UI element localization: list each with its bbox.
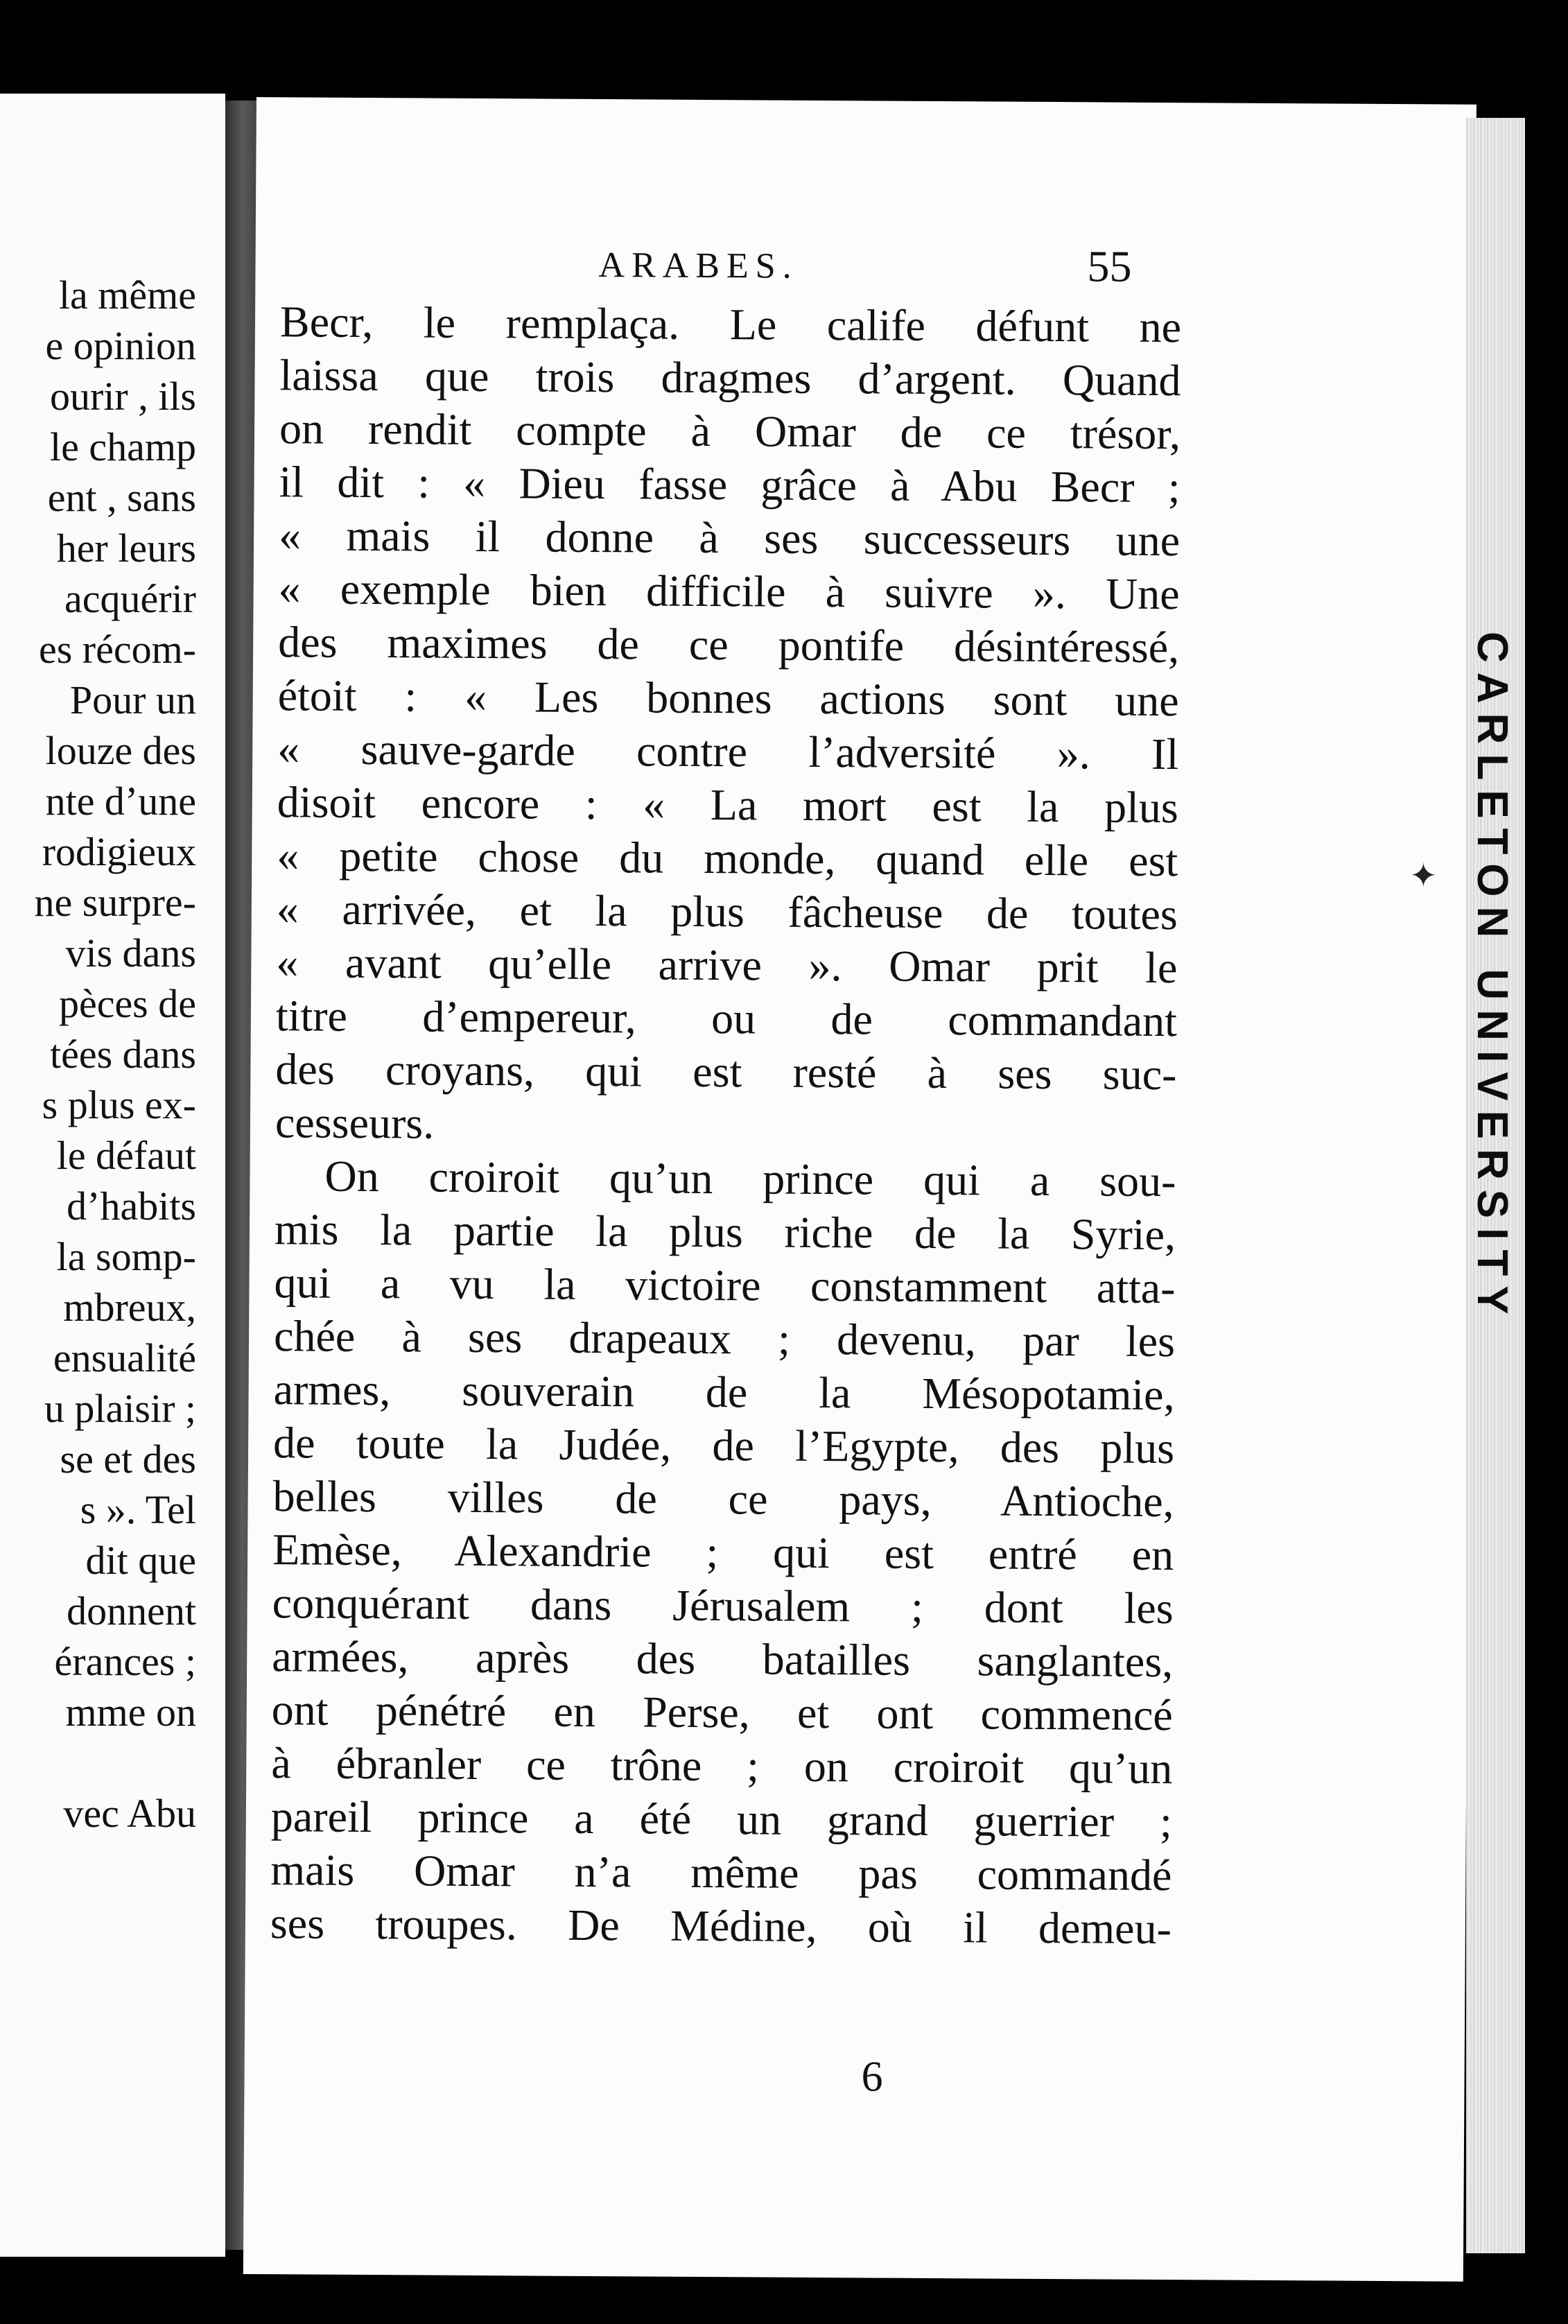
left-page-line: u plaisir ; [44, 1386, 196, 1431]
text-line: cesseurs. [275, 1098, 435, 1148]
left-page-line: mme on [65, 1690, 196, 1735]
left-page-line: e opinion [45, 323, 196, 368]
left-page-line: s plus ex- [42, 1082, 196, 1127]
text-line: armes, souverain de la Mésopotamie, [273, 1364, 1175, 1420]
left-page-line: ent , sans [47, 475, 196, 520]
left-page-line: vis dans [65, 930, 196, 975]
left-page [0, 94, 225, 2257]
text-line: « sauve-garde contre l’adversité ». Il [277, 724, 1179, 779]
library-stamp: CARLETON UNIVERSITY [1468, 631, 1516, 1324]
left-page-line: ourir , ils [49, 374, 196, 419]
text-line: belles villes de ce pays, Antioche, [272, 1471, 1174, 1527]
left-page-line: le champ [50, 424, 196, 469]
text-line: pareil prince a été un grand guerrier ; [270, 1792, 1173, 1847]
left-page-line: se et des [60, 1437, 196, 1482]
left-page-line: ensualité [53, 1335, 196, 1380]
text-line: « avant qu’elle arrive ». Omar prit le [276, 937, 1178, 993]
left-page-line: pèces de [58, 981, 196, 1026]
text-line: « exemple bien difficile à suivre ». Une [278, 564, 1180, 619]
left-page-line: louze des [45, 728, 196, 773]
margin-mark-icon: ✦ [1409, 858, 1438, 895]
left-page-line: érances ; [54, 1639, 196, 1684]
text-line: il dit : « Dieu fasse grâce à Abu Becr ; [279, 457, 1181, 512]
text-line: à ébranler ce trône ; on croiroit qu’un [271, 1738, 1173, 1794]
text-line: titre d’empereur, ou de commandant [275, 991, 1178, 1046]
text-line: ont pénétré en Perse, et ont commencé [271, 1685, 1173, 1740]
text-line: « petite chose du monde, quand elle est [277, 831, 1178, 886]
left-page-line: dit que [85, 1538, 196, 1583]
body-text [270, 295, 1182, 1955]
left-page-line: her leurs [56, 526, 196, 571]
left-page-line: es récom- [38, 627, 196, 672]
text-line: laissa que trois dragmes d’argent. Quand [279, 350, 1181, 406]
page-number: 55 [1087, 241, 1132, 291]
left-page-line: vec Abu [63, 1791, 196, 1836]
text-line: étoit : « Les bonnes actions sont une [277, 670, 1179, 726]
text-line: mais Omar n’a même pas commandé [270, 1845, 1172, 1900]
left-page-line: mbreux, [63, 1285, 196, 1330]
text-line: on rendit compte à Omar de ce trésor, [279, 404, 1181, 459]
text-line: des croyans, qui est resté à ses suc- [275, 1044, 1177, 1100]
text-line: chée à ses drapeaux ; devenu, par les [273, 1311, 1176, 1367]
text-line: disoit encore : « La mort est la plus [277, 777, 1178, 833]
text-line: « mais il donne à ses successeurs une [278, 510, 1181, 566]
signature-mark: 6 [861, 2053, 883, 2101]
left-page-line: rodigieux [42, 829, 196, 874]
text-line: Becr, le remplaça. Le calife défunt ne [279, 297, 1182, 352]
left-page-line: la somp- [56, 1234, 196, 1279]
text-line: qui a vu la victoire constamment atta- [274, 1258, 1176, 1313]
running-title: ARABES. [598, 245, 799, 286]
left-page-line: la même [58, 272, 196, 318]
left-page-line: d’habits [67, 1183, 196, 1229]
text-line: armées, après des batailles sanglantes, [272, 1631, 1174, 1687]
left-page-line: s ». Tel [80, 1487, 196, 1532]
left-page-line: tées dans [50, 1032, 196, 1077]
left-page-line: nte d’une [45, 779, 196, 824]
text-line: Emèse, Alexandrie ; qui est entré en [272, 1525, 1174, 1580]
text-line: « arrivée, et la plus fâcheuse de toutes [276, 884, 1178, 939]
text-line: de toute la Judée, de l’Egypte, des plus [272, 1418, 1175, 1473]
text-line: conquérant dans Jérusalem ; dont les [272, 1578, 1174, 1633]
right-page [243, 97, 1476, 2282]
left-page-line: Pour un [69, 677, 196, 722]
text-line: On croiroit qu’un prince qui a sou- [324, 1151, 1176, 1206]
left-page-line: donnent [67, 1588, 196, 1633]
left-page-line: acquérir [64, 576, 196, 621]
left-page-line: ne surpre- [34, 880, 196, 925]
text-line: ses troupes. De Médine, où il demeu- [270, 1898, 1172, 1954]
text-line: des maximes de ce pontife désintéressé, [277, 617, 1180, 673]
text-line: mis la partie la plus riche de la Syrie, [274, 1204, 1176, 1260]
left-page-line: le défaut [56, 1133, 196, 1178]
